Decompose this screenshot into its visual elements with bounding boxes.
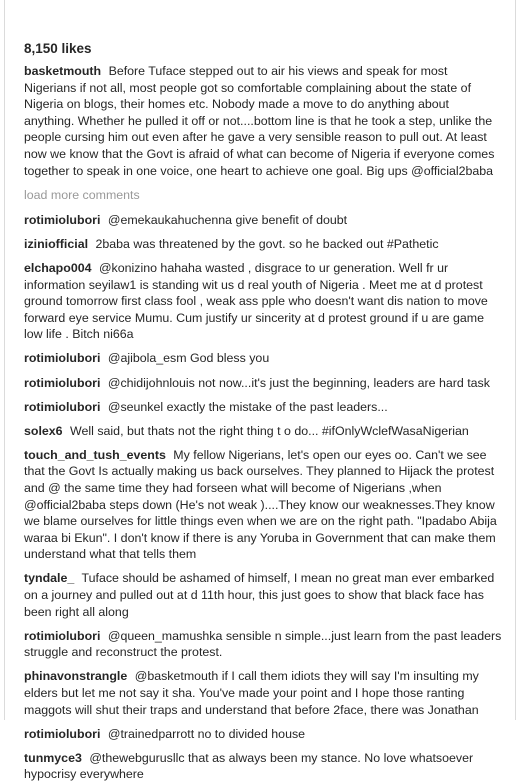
comment	[24, 236, 502, 253]
comment-text: Well said, but thats not the right thing t o do... #ifOnlyWclefWasaNigerian	[70, 423, 469, 438]
comment	[24, 375, 502, 392]
comment-username[interactable]: rotimiolubori	[24, 212, 101, 227]
comment-username[interactable]: rotimiolubori	[24, 375, 101, 390]
comment-username[interactable]: tyndale_	[24, 571, 75, 586]
comment-text: @seunkel exactly the mistake of the past leaders...	[107, 399, 388, 414]
comment-username[interactable]: rotimiolubori	[24, 726, 101, 741]
comment-username[interactable]: phinavonstrangle	[24, 669, 128, 684]
comment	[24, 750, 502, 783]
post-panel	[4, 0, 516, 782]
comment	[24, 668, 502, 718]
comment	[24, 628, 502, 661]
comment	[24, 260, 502, 343]
comment-text: @chidijohnlouis not now...it's just the beginning, leaders are hard task	[107, 375, 490, 390]
likes-count[interactable]: 8,150 likes	[24, 41, 92, 56]
caption	[24, 63, 502, 179]
comments-section	[5, 0, 502, 783]
comment	[24, 212, 502, 229]
comment-text: @basketmouth if I call them idiots they will say I'm insulting my elders but let me not say it sha. You've made your point and I hope those ranting maggots will shut their traps and understand that before 2face, there was Jonathan	[24, 669, 479, 717]
comment-username[interactable]: elchapo004	[24, 260, 92, 275]
comment-username[interactable]: rotimiolubori	[24, 628, 101, 643]
comment-text: @thewebgurusllc that as always been my stance. No love whatsoever hypocrisy everywhere	[24, 750, 474, 782]
comment-text: @queen_mamushka sensible n simple...just learn from the past leaders struggle and reconstruct the protest.	[24, 628, 502, 660]
comment-username[interactable]: touch_and_tush_events	[24, 447, 166, 462]
comment-text: @emekaukahuchenna give benefit of doubt	[107, 212, 348, 227]
comment-username[interactable]: solex6	[24, 423, 63, 438]
comment-username[interactable]: rotimiolubori	[24, 351, 101, 366]
caption-username[interactable]: basketmouth	[24, 64, 102, 78]
comment-username[interactable]: tunmyce3	[24, 750, 82, 765]
comment	[24, 726, 502, 743]
load-more-comments-link[interactable]: load more comments	[24, 188, 140, 203]
comment-text: @ajibola_esm God bless you	[107, 351, 270, 366]
comment-text: @konizino hahaha wasted , disgrace to ur generation. Well fr ur information seyilaw1 is standing wit us d real youth of Nigeria . Meet me at d protest ground tomorrow first class fool , weak ass pple who doesn't want dis nation to move forward eye service Mumu. Cum justify ur sincerity at d protest ground if u are game low life . Bitch ni66a	[24, 260, 488, 342]
comment	[24, 570, 502, 620]
comment-text: 2baba was threatened by the govt. so he backed out #Pathetic	[95, 236, 439, 251]
comment-text: @trainedparrott no to divided house	[107, 726, 306, 741]
comment-username[interactable]: rotimiolubori	[24, 399, 101, 414]
caption-text: Before Tuface stepped out to air his views and speak for most Nigerians if not all, most people got so comfortable complaining about the state of Nigeria on blogs, their homes etc. Nobody made a move to do anything about anything. Whether he pulled it off or not....bottom line is that he took a step, unlike the people cursing him out even after he gave a very sensible reason to pull out. At least now we know that the Govt is afraid of what can become of Nigeria if everyone comes together to speak in one voice, one heart to achieve one goal. Big ups @official2baba	[24, 64, 495, 178]
comment	[24, 350, 502, 367]
comment	[24, 399, 502, 416]
comment	[24, 447, 502, 563]
comment-text: My fellow Nigerians, let's open our eyes oo. Can't we see that the Govt Is actually making us back ourselves. They planned to Hijack the protest and @ the same time they had forseen what will become of Nigerians ,when @official2baba steps down (He's not weak )....They know our weaknesses.They know we blame ourselves for little things even when we are on the right path. "Ipadabo Abija waraa bi Ekun". I don't know if there is any Yoruba in Government that can make them understand what that tells them	[24, 447, 497, 562]
comment-username[interactable]: iziniofficial	[24, 236, 89, 251]
comment-text: Tuface should be ashamed of himself, I mean no great man ever embarked on a journey and pulled out at d 11th hour, this just goes to show that black face has been right all along	[24, 571, 495, 619]
comment	[24, 423, 502, 440]
